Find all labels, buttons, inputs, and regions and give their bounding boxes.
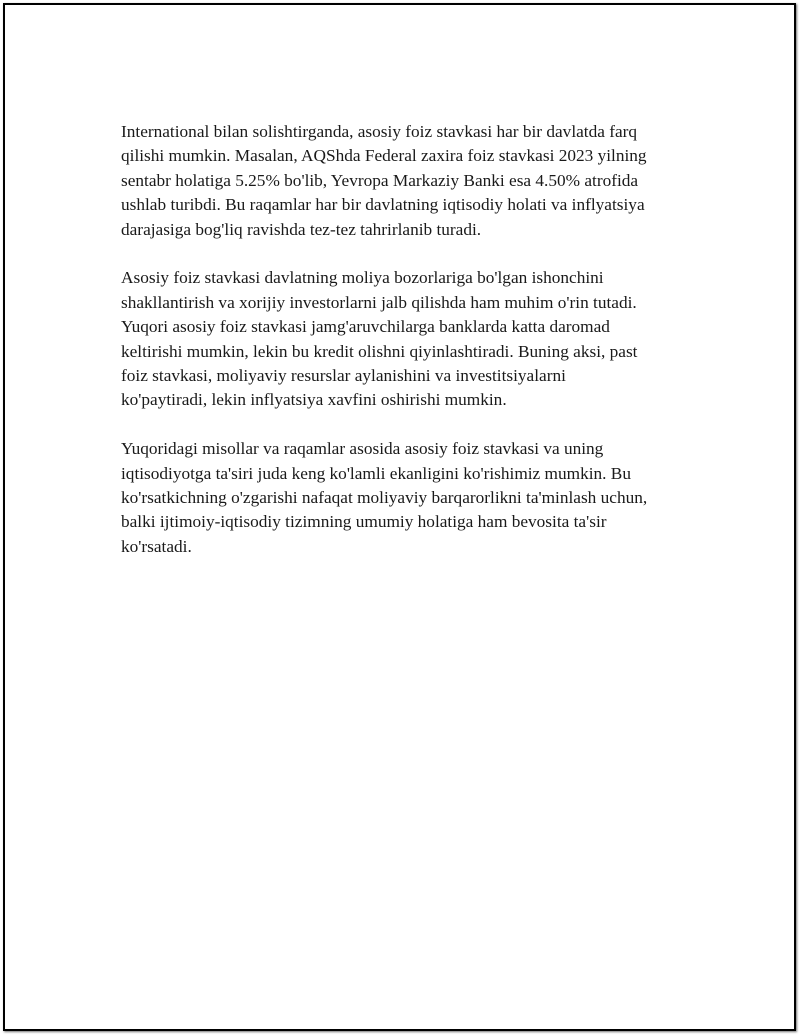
text-line: darajasiga bog'liq ravishda tez-tez tahrirlanib turadi. [121,219,482,239]
text-line: iqtisodiyotga ta'siri juda keng ko'lamli ekanligini ko'rishimiz mumkin. Bu [121,463,631,483]
text-line: ko'paytiradi, lekin inflyatsiya xavfini oshirishi mumkin. [121,390,507,410]
document-page [3,3,796,1031]
document-body [121,120,689,584]
text-line: Asosiy foiz stavkasi davlatning moliya bozorlariga bo'lgan ishonchini [121,268,604,288]
text-line: ko'rsatadi. [121,536,192,556]
text-line: ushlab turibdi. Bu raqamlar har bir davlatning iqtisodiy holati va inflyatsiya [121,195,645,215]
text-line: keltirishi mumkin, lekin bu kredit olishni qiyinlashtiradi. Buning aksi, past [121,341,638,361]
text-line: qilishi mumkin. Masalan, AQShda Federal zaxira foiz stavkasi 2023 yilning [121,146,647,166]
text-line: balki ijtimoiy-iqtisodiy tizimning umumiy holatiga ham bevosita ta'sir [121,512,607,532]
paragraph-3 [121,437,689,559]
paragraph-1 [121,120,689,242]
text-line: Yuqori asosiy foiz stavkasi jamg'aruvchilarga banklarda katta daromad [121,317,610,337]
paragraph-2 [121,266,689,412]
text-line: shakllantirish va xorijiy investorlarni jalb qilishda ham muhim o'rin tutadi. [121,292,637,312]
text-line: ko'rsatkichning o'zgarishi nafaqat moliyaviy barqarorlikni ta'minlash uchun, [121,488,648,508]
text-line: International bilan solishtirganda, asosiy foiz stavkasi har bir davlatda farq [121,122,638,141]
text-line: sentabr holatiga 5.25% bo'lib, Yevropa Markaziy Banki esa 4.50% atrofida [121,170,639,190]
text-line: Yuqoridagi misollar va raqamlar asosida asosiy foiz stavkasi va uning [121,439,604,459]
text-line: foiz stavkasi, moliyaviy resurslar aylanishini va investitsiyalarni [121,366,566,386]
